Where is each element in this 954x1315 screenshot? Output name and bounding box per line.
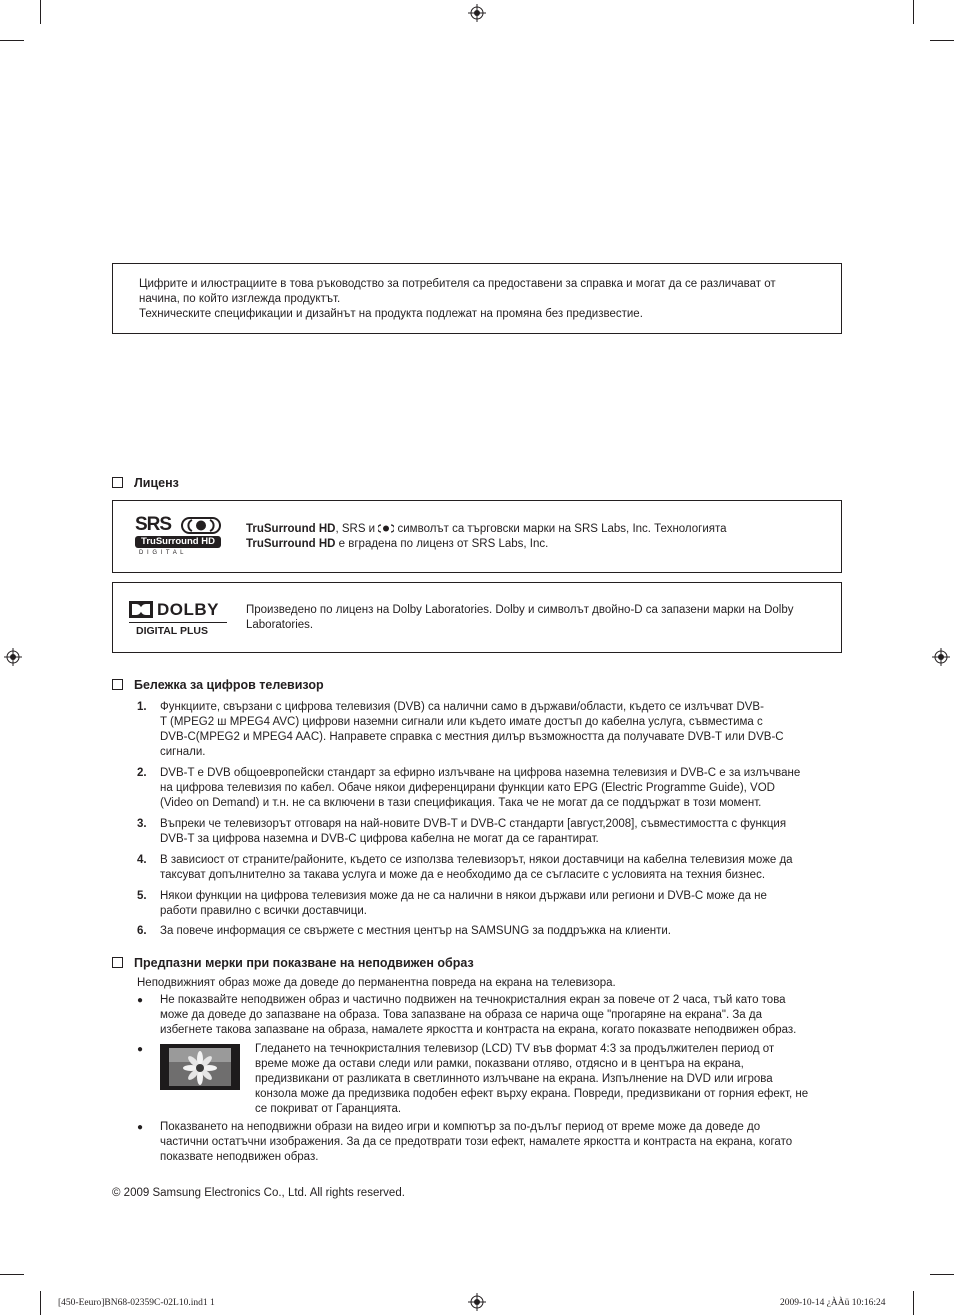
item-number: 1. (137, 701, 147, 713)
bullet-line: предизвикани от разликата в светлинното излъчване на екрана. Изпълнение на DVD или игрова (255, 1073, 773, 1085)
srs-logo-sub: D I G I T A L (139, 550, 185, 556)
srs-logo (135, 515, 225, 557)
list-item (137, 700, 842, 760)
bullet-line: Гледането на течнокристалния телевизор (LCD) TV във формат 4:3 за продължителен период от (255, 1043, 775, 1055)
digital-tv-heading (112, 677, 324, 693)
dolby-logo (129, 600, 229, 638)
bullet-line: може да доведе до запазване на образа. Това запазване на образа се нарича още "прогаряне на екрана". За да (160, 1009, 762, 1021)
srs-symbol-icon (378, 524, 394, 533)
dolby-logo-sub: DIGITAL PLUS (136, 625, 208, 637)
dolby-line: Произведено по лиценз на Dolby Laboratories. Dolby и символът двойно-D са запазени марки на Dolby (246, 604, 794, 616)
item-line: Функциите, свързани с цифрова телевизия (DVB) са налични само в държави/области, където се излъчват DVB- (160, 701, 764, 713)
registration-mark-icon (468, 1293, 486, 1311)
disclaimer-line: Цифрите и илюстрациите в това ръководство за потребителя са предоставени за справка и могат да се различават от (139, 278, 776, 290)
item-number: 5. (137, 890, 147, 902)
crop-mark (0, 40, 24, 41)
item-line: работи правилно с всички доставчици. (160, 905, 367, 917)
item-line: T (MPEG2 ш MPEG4 AVC) цифрови наземни сигнали или където имате достъп до кабелна услуга, съвместима с (160, 716, 763, 728)
bullet-line: частични остатъчни изображения. За да се предотврати този ефект, намалете яркостта и контраста на екрана, когато (160, 1136, 793, 1148)
item-line: DVB-C(MPEG2 и MPEG4 AAC). Направете справка с местния дилър възможността да получавате DVB-T или DVB-C (160, 731, 784, 743)
crop-mark (40, 1291, 41, 1315)
bullet-text (160, 1120, 792, 1165)
license-heading-text: Лиценз (134, 476, 179, 490)
crop-mark (930, 40, 954, 41)
trusurround-name: TruSurround HD (246, 538, 336, 550)
bullet-text (255, 1042, 845, 1117)
list-item (137, 1042, 842, 1118)
bullet-line: Не показвайте неподвижен образ и частично подвижен на течнокристалния екран за повече от 2 часа, тъй като това (160, 994, 786, 1006)
item-line: DVB-T е DVB общоевропейски стандарт за ефирно излъчване на цифрова наземна телевизия и DVB-C е за излъчване (160, 767, 801, 779)
item-number: 6. (137, 925, 147, 937)
srs-text: символът са търговски марки на SRS Labs, Inc. Технологията (394, 523, 727, 535)
dolby-logo-rule (129, 622, 227, 623)
dolby-line: Laboratories. (246, 619, 314, 631)
registration-mark-icon (4, 648, 22, 666)
list-item (137, 1120, 842, 1165)
item-line: DVB-T за цифрова наземна и DVB-C цифрова кабелна не могат да се гарантират. (160, 833, 599, 845)
dolby-license-box (112, 582, 842, 653)
item-line: (Video on Demand) и т.н. не са включени в тази спецификация. Така че не могат да се поддържат в този момент. (160, 797, 762, 809)
checkbox-bullet-icon (112, 679, 123, 690)
srs-license-text (246, 522, 836, 552)
digital-tv-heading-text: Бележка за цифров телевизор (134, 678, 324, 692)
bullet-icon: ● (137, 995, 144, 1006)
bullet-icon: ● (137, 1122, 144, 1133)
flower-image-icon (160, 1044, 240, 1090)
srs-logo-band: TruSurround HD (135, 536, 221, 548)
list-item (137, 766, 842, 811)
item-number: 2. (137, 767, 147, 779)
list-item (137, 817, 842, 847)
bullet-line: конзола може да предизвика подобен ефект върху екрана. Повреди, предизвикани от горния ефект, не (255, 1088, 809, 1100)
tv-still-image (160, 1044, 240, 1090)
still-image-intro: Неподвижният образ може да доведе до перманентна повреда на екрана на телевизора. (137, 977, 616, 989)
srs-license-box (112, 500, 842, 573)
print-date-info: 2009-10-14 ¿ÀÀü 10:16:24 (780, 1298, 886, 1308)
crop-mark (40, 0, 41, 24)
srs-text: е вградена по лиценз от SRS Labs, Inc. (335, 538, 549, 550)
srs-logo-text: SRS (135, 514, 172, 535)
item-line: В зависиост от страните/районите, където се използва телевизорът, някои доставчици на кабелна телевизия може да (160, 854, 793, 866)
trusurround-name: TruSurround HD (246, 523, 336, 535)
item-line: сигнали. (160, 746, 206, 758)
disclaimer-line: начина, по който изглежда продуктът. (139, 293, 341, 305)
dolby-logo-text: DOLBY (157, 600, 219, 619)
registration-mark-icon (468, 4, 486, 22)
item-line: За повече информация се свържете с местния център на SAMSUNG за поддръжка на клиенти. (160, 925, 672, 937)
list-item (137, 993, 842, 1038)
license-heading (112, 475, 179, 491)
list-item (137, 889, 842, 919)
still-image-heading-text: Предпазни мерки при показване на неподвижен образ (134, 956, 474, 970)
disclaimer-line: Техническите спецификации и дизайнът на продукта подлежат на промяна без предизвестие. (139, 308, 643, 320)
item-line: на цифрова телевизия по кабел. Обаче някои диференцирани функции като EPG (Electric Programme Guide), VOD (160, 782, 775, 794)
item-line: Някои функции на цифрова телевизия може да не са налични в някои държави или региони и DVB-C може да не (160, 890, 767, 902)
srs-circle-logo-icon (181, 517, 221, 534)
item-line: таксуват допълнително за такава услуга и може да е необходимо да се съгласите с условията на техния бизнес. (160, 869, 766, 881)
digital-tv-list (137, 700, 842, 939)
checkbox-bullet-icon (112, 957, 123, 968)
crop-mark (913, 0, 914, 24)
list-item (137, 924, 842, 939)
dolby-license-text (246, 603, 836, 633)
bullet-icon: ● (137, 1044, 144, 1055)
registration-mark-icon (932, 648, 950, 666)
crop-mark (0, 1274, 24, 1275)
bullet-line: Показването на неподвижни образи на видео игри и компютър за по-дълъг период от време може да доведе до (160, 1121, 761, 1133)
bullet-line: се покриват от Гаранцията. (255, 1103, 402, 1115)
bullet-line: избегнете такова запазване на образа, намалете яркостта и контраста на екрана, когато показвате неподвижен образ. (160, 1024, 797, 1036)
crop-mark (930, 1274, 954, 1275)
print-file-info: [450-Eeuro]BN68-02359C-02L10.ind1 1 (58, 1298, 215, 1308)
copyright: © 2009 Samsung Electronics Co., Ltd. All rights reserved. (112, 1187, 405, 1199)
bullet-line: време може да остави следи или рамки, показвани отляво, отдясно и в центъра на екрана, (255, 1058, 744, 1070)
srs-text: , SRS и (335, 523, 379, 535)
bullet-text (160, 993, 796, 1038)
crop-mark (913, 1291, 914, 1315)
dolby-double-d-icon (129, 601, 153, 618)
still-image-heading (112, 955, 474, 971)
list-item (137, 853, 842, 883)
disclaimer-box (112, 263, 842, 334)
checkbox-bullet-icon (112, 477, 123, 488)
item-number: 3. (137, 818, 147, 830)
bullet-line: показвате неподвижен образ. (160, 1151, 319, 1163)
item-line: Въпреки че телевизорът отговаря на най-новите DVB-T и DVB-C стандарти [август,2008], съвместимостта с функция (160, 818, 787, 830)
item-number: 4. (137, 854, 147, 866)
